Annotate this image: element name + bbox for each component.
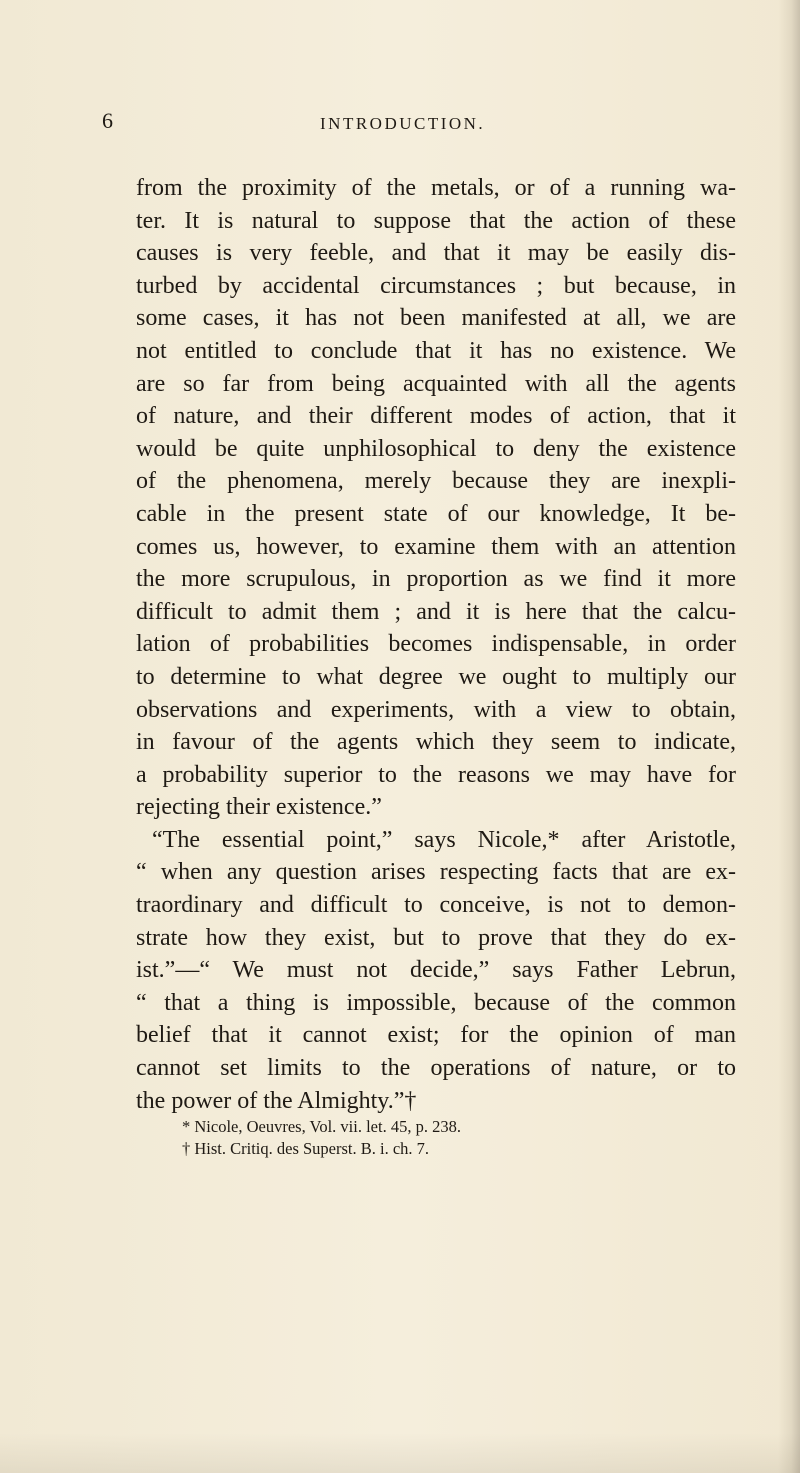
text-line: traordinary and difficult to conceive, is not to demon- (136, 892, 736, 919)
text-line: of nature, and their different modes of action, that it (136, 403, 736, 430)
text-line: of the phenomena, merely because they are inexpli- (136, 468, 736, 495)
text-line: strate how they exist, but to prove that they do ex- (136, 924, 736, 951)
page-edge-shadow (778, 0, 800, 1473)
text-line: in favour of the agents which they seem to indicate, (136, 729, 736, 756)
text-line: cannot set limits to the operations of nature, or to (136, 1055, 736, 1082)
text-line: lation of probabilities becomes indispensable, in order (136, 631, 736, 658)
text-line: some cases, it has not been manifested at all, we are (136, 305, 736, 332)
text-line: ist.”—“ We must not decide,” says Father Lebrun, (136, 957, 736, 984)
text-line: the more scrupulous, in proportion as we find it more (136, 566, 736, 593)
page-number: 6 (102, 108, 113, 133)
text-line: turbed by accidental circumstances ; but because, in (136, 272, 736, 299)
text-line: difficult to admit them ; and it is here that the calcu- (136, 598, 736, 625)
text-line: observations and experiments, with a view to obtain, (136, 696, 736, 723)
text-line: the power of the Almighty.”† (136, 1087, 417, 1114)
text-line: “The essential point,” says Nicole,* after Aristotle, (152, 826, 736, 853)
text-line: from the proximity of the metals, or of a running wa- (136, 175, 736, 201)
text-line: “ when any question arises respecting facts that are ex- (136, 859, 736, 886)
text-line: belief that it cannot exist; for the opinion of man (136, 1022, 736, 1049)
text-line: to determine to what degree we ought to multiply our (136, 663, 736, 690)
text-line: a probability superior to the reasons we may have for (136, 761, 736, 788)
text-line: cable in the present state of our knowledge, It be- (136, 500, 736, 527)
footnote: † Hist. Critiq. des Superst. B. i. ch. 7. (182, 1139, 430, 1158)
text-line: ter. It is natural to suppose that the action of these (136, 207, 736, 234)
footnote: * Nicole, Oeuvres, Vol. vii. let. 45, p. 238. (182, 1117, 461, 1136)
text-line: not entitled to conclude that it has no existence. We (136, 337, 736, 364)
text-line: are so far from being acquainted with all the agents (136, 370, 736, 397)
text-line: comes us, however, to examine them with an attention (136, 533, 736, 560)
page-bottom-shade (0, 1433, 800, 1473)
running-head: INTRODUCTION. (320, 114, 486, 133)
text-line: would be quite unphilosophical to deny the existence (136, 435, 736, 462)
text-line: “ that a thing is impossible, because of the common (136, 989, 736, 1016)
body-text (136, 172, 736, 1117)
text-line: causes is very feeble, and that it may be easily dis- (136, 240, 736, 267)
text-line: rejecting their existence.” (136, 794, 382, 821)
footnotes (182, 1116, 682, 1160)
